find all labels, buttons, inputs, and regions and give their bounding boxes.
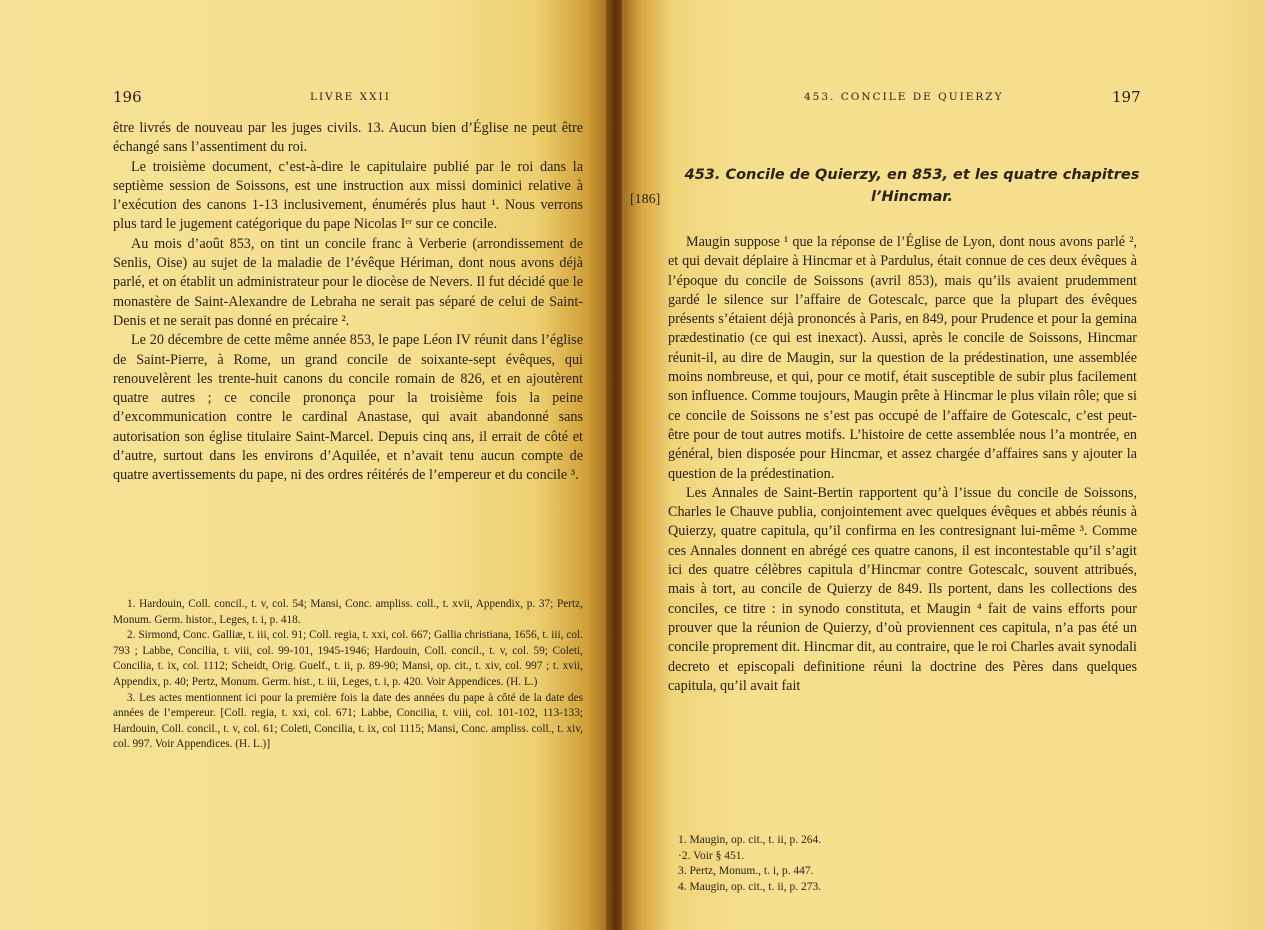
footnote: 1. Maugin, op. cit., t. ii, p. 264. xyxy=(678,834,822,846)
footnotes xyxy=(113,597,583,753)
left-page xyxy=(0,0,612,930)
running-head: LIVRE XXII xyxy=(310,91,391,103)
section-title xyxy=(667,164,1157,208)
footnote: 3. Pertz, Monum., t. i, p. 447. xyxy=(678,865,814,878)
footnote: 1. Hardouin, Coll. concil., t. v, col. 54; Mansi, Conc. ampliss. coll., t. xvii, Appendix, p. 37; Pertz, Monum. Germ. histor., Leges, t. i, p. 418. xyxy=(113,598,583,626)
paragraph: Les Annales de Saint-Bertin rapportent qu’à l’issue du concile de Soissons, Charles le Chauve publia, conjointement avec quelques évêques et abbés réunis à Quierzy, quatre capitula, qu’il confirma en les contresignant lui-même ³. Comme ces Annales donnent en abrégé ces quatre canons, il est incontestable qu’il s’agit ici des quatre célèbres capitula d’Hincmar contre Gotescalc, souvent attribués, mais à tort, au concile de Quierzy de 849. Ils portent, dans les collections des conciles, ce titre : in synodo constituta, et Maugin ⁴ fait de vains efforts pour prouver que la réunion de Quierzy, d’où proviennent ces capitula, n’a pas été un concile proprement dit. Hincmar dit, au contraire, que le roi Charles avait synodali decreto et episcopali definitione réuni la doctrine des Pères dans quelques capitula, qu’il avait fait xyxy=(668,484,1137,694)
footnote: 3. Les actes mentionnent ici pour la première fois la date des années du pape à côté de la date des années de l’empereur. [Coll. regia, t. xxi, col. 671; Labbe, Concilia, t. viii, col. 101-102, 113-133; Hardouin, Coll. concil., t. v, col. 61; Coleti, Concilia, t. ix, col 1115; Mansi, Conc. ampliss. coll., t. xiv, col. 997. Voir Appendices. (H. L.)] xyxy=(113,691,583,751)
footnotes xyxy=(678,833,1098,895)
body-text xyxy=(113,119,583,486)
paragraph: Le 20 décembre de cette même année 853, le pape Léon IV réunit dans l’église de Saint-Pierre, à Rome, un grand concile de soixante-sept évêques, qui renouvelèrent les trente-huit canons du concile romain de 826, et en ajoutèrent quatre autres ; ce concile prononça pour la troisième fois la peine d’excommunication contre le cardinal Anastase, qui avait abandonné sans autorisation son église titulaire Saint-Marcel. Depuis cinq ans, il errait de côté et d’autre, surtout dans les environs d’Aquilée, et n’avait tenu aucun compte de quatre avertissements du pape, ni des ordres réitérés de l’empereur et du concile ³. xyxy=(113,332,583,484)
page-number: 197 xyxy=(1112,88,1141,106)
footnote: 4. Maugin, op. cit., t. ii, p. 273. xyxy=(678,880,822,893)
paragraph: être livrés de nouveau par les juges civils. 13. Aucun bien d’Église ne peut être échangé sans l’assentiment du roi. xyxy=(113,120,583,156)
footnote: 2. Sirmond, Conc. Galliæ, t. iii, col. 91; Coll. regia, t. xxi, col. 667; Gallia christiana, 1656, t. iii, col. 793 ; Labbe, Concilia, t. viii, col. 99-101, 1945-1946; Hardouin, Coll. concil., t. v, col. 59; Coleti, Concilia, t. ix, col. 1112; Scheidt, Orig. Guelf., t. ii, p. 89-90; Mansi, op. cit., t. xiv, col. 997 ; t. xvii, Appendix, p. 40; Pertz, Monum. Germ. hist., t. iii, Leges, t. i, p. 420. Voir Appendices. (H. L.) xyxy=(113,629,583,688)
right-page xyxy=(622,0,1265,930)
paragraph: Maugin suppose ¹ que la réponse de l’Église de Lyon, dont nous avons parlé ², et qui devait déplaire à Hincmar et à Pardulus, était connue de ces deux évêques à l’époque du concile de Soissons (avril 853), mais qu’ils avaient prudemment gardé le silence sur l’affaire de Gotescalc, parce que la plupart des évêques présents s’étaient déjà prononcés à Paris, en 849, pour Prudence et pour la gemina prædestinatio (ce qui est inexact). Aussi, après le concile de Soissons, Hincmar réunit-il, au dire de Maugin, sur la question de la prédestination, une assemblée moins nombreuse, et qui, pour ce motif, était susceptible de subir plus facilement son influence. Comme toujours, Maugin prête à Hincmar le plus vilain rôle; que si ce concile de Soissons ne s’est pas occupé de l’affaire de Gotescalc, c’est peut-être pour de tout autres motifs. L’histoire de cette assemblée nous l’a montrée, en général, bien disposée pour Hincmar, et assez chargée d’affaires sans y ajouter la question de la prédestination. xyxy=(668,234,1137,482)
paragraph: Au mois d’août 853, on tint un concile franc à Verberie (arrondissement de Senlis, Oise) au sujet de la maladie de l’évêque Hériman, dont nous avons déjà parlé, et on établit un administrateur pour le diocèse de Nevers. Il fut décidé que le monastère de Saint-Alexandre de Lebraha ne serait pas séparé de celui de Saint-Denis et ne serait pas donné en précaire ². xyxy=(113,235,583,329)
footnote: ·2. Voir § 451. xyxy=(678,849,745,862)
margin-reference: [186] xyxy=(630,192,661,207)
section-title-line: l’Hincmar. xyxy=(871,189,953,205)
body-text xyxy=(668,233,1137,696)
section-title-line: 453. Concile de Quierzy, en 853, et les quatre chapitres xyxy=(684,167,1140,183)
page-number: 196 xyxy=(113,88,142,106)
running-head: 453. CONCILE DE QUIERZY xyxy=(804,91,1004,103)
paragraph: Le troisième document, c’est-à-dire le capitulaire publié par le roi dans la septième session de Soissons, est une instruction aux missi dominici relative à l’exécution des canons 1-13 inclusivement, énumérés plus haut ¹. Nous verrons plus tard le jugement catégorique du pape Nicolas Iᵉʳ sur ce concile. xyxy=(113,158,583,233)
